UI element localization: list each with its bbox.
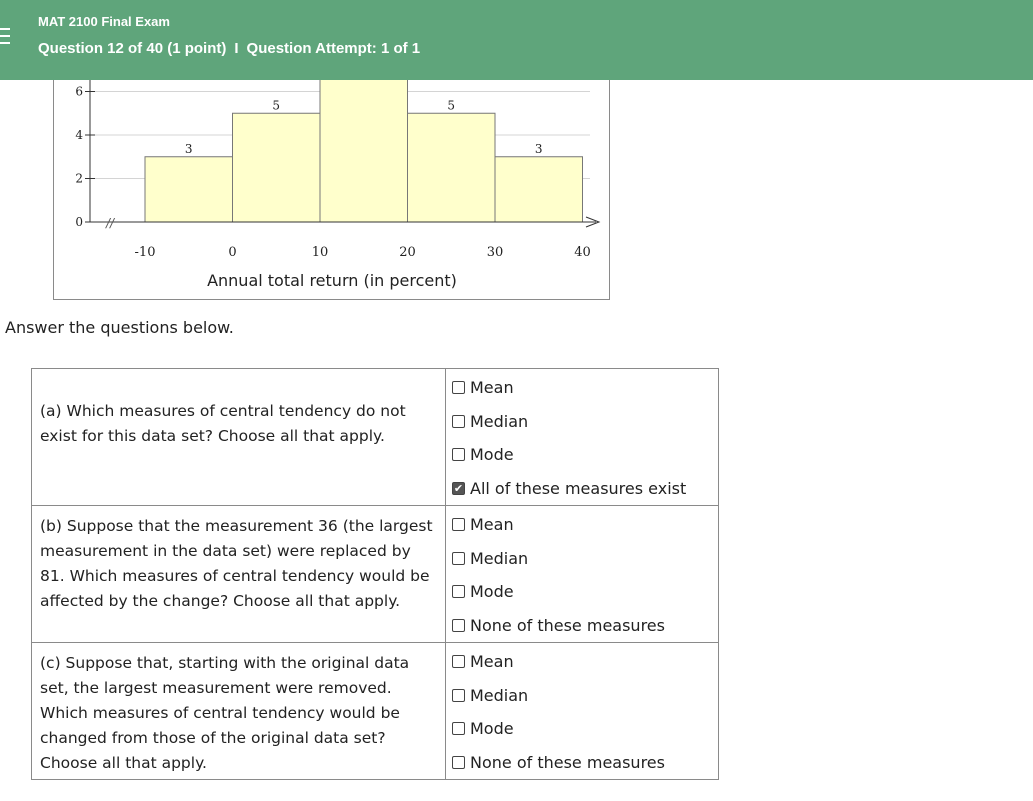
- x-tick-label: 30: [486, 245, 504, 260]
- option-label: Median: [470, 685, 529, 705]
- x-tick-label: 0: [228, 245, 237, 260]
- options-a: [446, 369, 719, 506]
- checkbox-icon[interactable]: [452, 552, 465, 565]
- question-row-b: [32, 506, 719, 643]
- options-c: [446, 643, 719, 780]
- checkbox-icon[interactable]: [452, 655, 465, 668]
- question-text-c: (c) Suppose that, starting with the original data set, the largest measurement were removed. Which measures of central tendency would be changed from those of the original data set? Choose all that apply.: [32, 643, 446, 780]
- option-label: All of these measures exist: [470, 478, 687, 498]
- checkbox-checked-icon[interactable]: ✔: [453, 481, 464, 495]
- y-tick-label: 2: [75, 171, 83, 186]
- checkbox-icon[interactable]: [452, 756, 465, 769]
- exam-title: MAT 2100 Final Exam: [38, 14, 170, 29]
- header-separator: I: [234, 40, 239, 57]
- bar-value-label: 3: [184, 141, 193, 156]
- option-label: None of these measures: [470, 615, 665, 635]
- option-b-mode[interactable]: [452, 575, 718, 609]
- option-a-mode[interactable]: [452, 438, 718, 472]
- histogram-bar: [145, 157, 233, 222]
- option-label: Mode: [470, 582, 514, 602]
- option-label: Median: [470, 548, 529, 568]
- checkbox-icon[interactable]: [452, 619, 465, 632]
- y-tick-label: 0: [75, 215, 83, 229]
- bars: [145, 70, 583, 222]
- axis-break-mark: //: [105, 216, 115, 230]
- option-label: Mode: [470, 719, 514, 739]
- option-label: None of these measures: [470, 752, 665, 772]
- bar-value-label: 5: [447, 98, 456, 113]
- x-tick-label: -10: [134, 245, 156, 260]
- checkbox-icon[interactable]: [452, 722, 465, 735]
- option-b-none-of-these-measures[interactable]: [452, 609, 718, 643]
- questions-table: [31, 368, 719, 780]
- question-text-b: (b) Suppose that the measurement 36 (the largest measurement in the data set) were replaced by 81. Which measures of central tendency would be affected by the change? Choose all that apply.: [32, 506, 446, 643]
- x-tick-label: 40: [574, 245, 591, 260]
- x-tick-label: 20: [399, 245, 416, 260]
- histogram-bar: [233, 113, 321, 222]
- histogram-bar: [495, 157, 583, 222]
- x-tick-label: 10: [311, 245, 329, 260]
- options-b: [446, 506, 719, 643]
- checkbox-icon[interactable]: [452, 448, 465, 461]
- x-axis-title: Annual total return (in percent): [207, 271, 457, 290]
- histogram-bar: [408, 113, 496, 222]
- option-label: Median: [470, 411, 529, 431]
- checkbox-icon[interactable]: [452, 518, 465, 531]
- histogram-bar: [320, 70, 408, 222]
- bar-value-label: 3: [534, 141, 543, 156]
- bar-value-label: 5: [272, 98, 281, 113]
- option-c-mode[interactable]: [452, 712, 718, 746]
- question-row-a: [32, 369, 719, 506]
- option-label: Mean: [470, 652, 514, 672]
- option-c-median[interactable]: [452, 679, 718, 713]
- y-tick-label: 4: [75, 128, 83, 142]
- option-b-mean[interactable]: [452, 508, 718, 542]
- menu-icon[interactable]: [0, 28, 10, 46]
- option-b-median[interactable]: [452, 542, 718, 576]
- option-c-mean[interactable]: [452, 645, 718, 679]
- option-a-all-of-these-measures-exist[interactable]: [452, 472, 718, 506]
- questions-body: [32, 369, 719, 780]
- question-row-c: [32, 643, 719, 780]
- checkbox-icon[interactable]: [452, 381, 465, 394]
- checkbox-icon[interactable]: [452, 585, 465, 598]
- option-label: Mean: [470, 515, 514, 535]
- app-header: [0, 0, 1033, 80]
- checkbox-icon[interactable]: [452, 415, 465, 428]
- question-text-a: (a) Which measures of central tendency do not exist for this data set? Choose all that apply.: [32, 369, 446, 506]
- question-number: Question 12 of 40 (1 point): [38, 40, 227, 57]
- question-info: [38, 40, 420, 57]
- y-tick-label: 6: [75, 84, 83, 99]
- attempt-count: Question Attempt: 1 of 1: [246, 40, 421, 57]
- checkbox-icon[interactable]: [452, 689, 465, 702]
- option-label: Mode: [470, 445, 514, 465]
- histogram-chart: [53, 60, 610, 300]
- option-a-mean[interactable]: [452, 371, 718, 405]
- option-label: Mean: [470, 378, 514, 398]
- option-a-median[interactable]: [452, 405, 718, 439]
- option-c-none-of-these-measures[interactable]: [452, 746, 718, 780]
- histogram-svg: [54, 61, 609, 299]
- instructions-text: Answer the questions below.: [5, 318, 234, 337]
